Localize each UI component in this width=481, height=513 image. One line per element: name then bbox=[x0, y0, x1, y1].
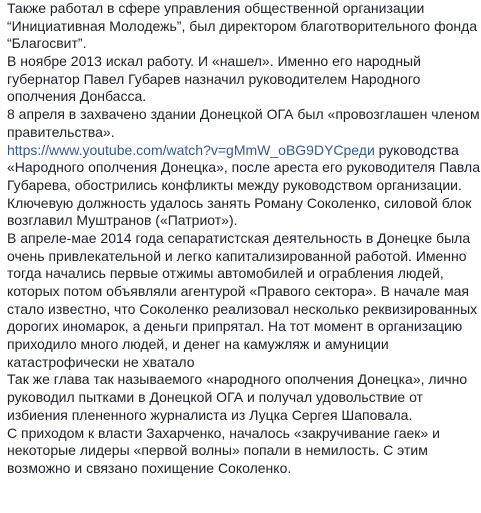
text-line: “Инициативная Молодежь”, был директором благотворительного фонда bbox=[7, 17, 478, 34]
text-line: “Благосвит”. bbox=[7, 35, 87, 52]
link-line-suffix: руководства bbox=[374, 141, 459, 158]
text-line: В ноябре 2013 искал работу. И «нашел». Именно его народный bbox=[7, 53, 421, 70]
text-line: губернатор Павел Губарев назначил руководителем Народного bbox=[7, 70, 421, 87]
text-line: тогда начались первые отжимы автомобилей и ограбления людей, bbox=[7, 265, 444, 282]
text-line: приходило много людей, и денег на камужляж и амуниции bbox=[7, 336, 389, 353]
text-line: руководил пытками в Донецкой ОГА и получал удовольствие от bbox=[7, 389, 423, 406]
text-line: очень привлекательной и легко капитализированной работой. Именно bbox=[7, 247, 467, 264]
text-line: «Народного ополчения Донецка», после ареста его руководителя Павла bbox=[7, 159, 481, 176]
text-line: В апреле-мае 2014 года сепаратистская деятельность в Донецке была bbox=[7, 229, 471, 246]
text-line: Ключевую должность удалось занять Роману Соколенко, силовой блок bbox=[7, 194, 472, 211]
text-line: ополчения Донбасса. bbox=[7, 88, 147, 105]
text-line: избиения плененного журналиста из Луцка Сергея Шаповала. bbox=[7, 406, 413, 423]
text-line: возможно и связано похищение Соколенко. bbox=[7, 459, 292, 476]
text-line: Также работал в сфере управления общественной организации bbox=[7, 0, 425, 16]
text-line: катастрофически не хватало bbox=[7, 353, 195, 370]
text-line: 8 апреля в захвачено здании Донецкой ОГА был «провозглашен членом bbox=[7, 106, 480, 123]
text-line: С приходом к власти Захарченко, началось «закручивание гаек» и bbox=[7, 424, 440, 441]
text-line: которых потом объявляли агентурой «Правого сектора». В начале мая bbox=[7, 283, 469, 299]
text-line: дорогих иномарок, а деньги припрятал. На тот момент в организацию bbox=[7, 318, 463, 335]
text-line: некоторые лидеры «первой волны» попали в немилость. С этим bbox=[7, 442, 428, 459]
text-line: Губарева, обострились конфликты между руководством организации. bbox=[7, 176, 462, 193]
link-line bbox=[7, 142, 481, 160]
text-line: Так же глава так называемого «народного ополчения Донецка», лично bbox=[7, 371, 468, 388]
text-line: правительства». bbox=[7, 123, 115, 140]
text-line: стало известно, что Соколенко реализовал несколько реквизированных bbox=[7, 300, 478, 317]
text-line: возглавил Муштранов («Патриот»). bbox=[7, 212, 238, 229]
youtube-link[interactable]: https://www.youtube.com/watch?v=gMmW_oBG9DYСреди bbox=[7, 141, 375, 158]
